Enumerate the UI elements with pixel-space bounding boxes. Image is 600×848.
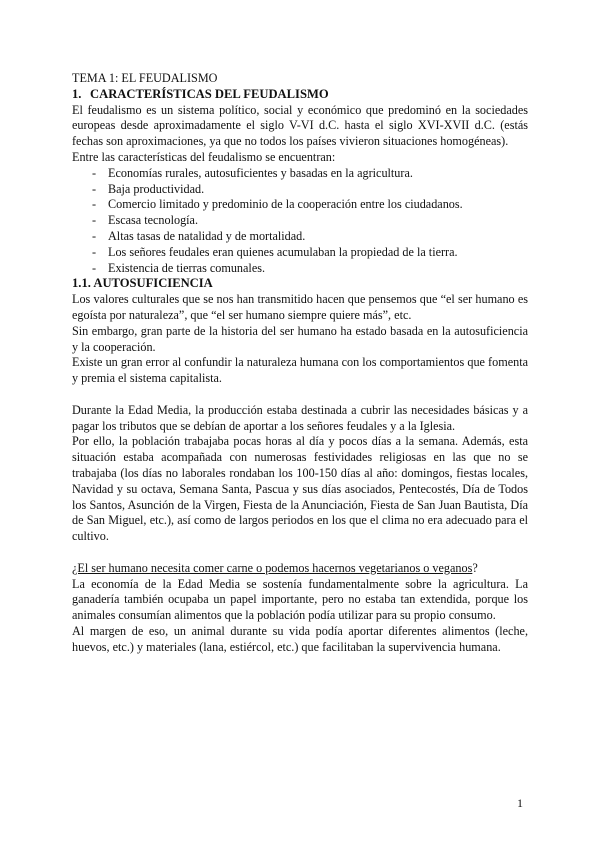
list-item bbox=[72, 229, 528, 245]
section-number: 1. bbox=[72, 86, 82, 101]
list-item-text: Existencia de tierras comunales. bbox=[108, 260, 266, 275]
characteristics-list bbox=[72, 166, 528, 277]
paragraph: Sin embargo, gran parte de la historia del ser humano ha estado basada en la autosuficiencia y la cooperación. bbox=[72, 323, 528, 354]
bullet-dash: - bbox=[92, 165, 97, 180]
list-item bbox=[72, 166, 528, 182]
paragraph: Por ello, la población trabajaba pocas horas al día y pocos días a la semana. Además, esta situación estaba acompañada con numerosas festividades religiosas en las que no se trabajaba (los días no laborales rondaban los 100-150 días al año: domingos, fiestas locales, Navidad y su octava, Semana Santa, Pascua y sus días asociados, Pentecostés, Día de Todos los Santos, Asunción de la Virgen, Fiesta de la Anunciación, Fiesta de San Juan Bautista, Día de San Miguel, etc.), así como de largos periodos en los que el clima no era adecuado para el cultivo. bbox=[72, 434, 528, 544]
list-item bbox=[72, 197, 528, 213]
list-item-text: Baja productividad. bbox=[108, 181, 205, 196]
bullet-dash: - bbox=[92, 181, 97, 196]
paragraph: La economía de la Edad Media se sostenía fundamentalmente sobre la agricultura. La ganadería también ocupaba un papel importante, pero no estaba tan extendida, porque los animales consumían alimentos que la población podía utilizar para su propio consumo. bbox=[72, 576, 528, 623]
document-page bbox=[72, 71, 528, 655]
list-item-text: Altas tasas de natalidad y de mortalidad. bbox=[108, 228, 306, 243]
paragraph: Entre las características del feudalismo se encuentran: bbox=[72, 149, 336, 164]
bullet-dash: - bbox=[92, 228, 97, 243]
subsection-heading: 1.1. AUTOSUFICIENCIA bbox=[72, 276, 213, 291]
blank-line bbox=[72, 387, 528, 403]
list-item-text: Comercio limitado y predominio de la cooperación entre los ciudadanos. bbox=[108, 197, 463, 212]
bullet-dash: - bbox=[92, 244, 97, 259]
list-item bbox=[72, 245, 528, 261]
list-item-text: Escasa tecnología. bbox=[108, 213, 199, 228]
bullet-dash: - bbox=[92, 260, 97, 275]
question-mark: ? bbox=[472, 560, 478, 575]
document-title: TEMA 1: EL FEUDALISMO bbox=[72, 71, 218, 85]
bullet-dash: - bbox=[92, 197, 97, 212]
list-item-text: Economías rurales, autosuficientes y basadas en la agricultura. bbox=[108, 165, 413, 180]
section-heading bbox=[72, 87, 528, 103]
underlined-question: ¿El ser humano necesita comer carne o podemos hacernos vegetarianos o veganos bbox=[72, 560, 473, 575]
paragraph: Al margen de eso, un animal durante su vida podía aportar diferentes alimentos (leche, huevos, etc.) y materiales (lana, estiércol, etc.) que facilitaban la supervivencia humana. bbox=[72, 623, 528, 654]
paragraph: Los valores culturales que se nos han transmitido hacen que pensemos que “el ser humano es egoísta por naturaleza”, que “el ser humano siempre quiere más”, etc. bbox=[72, 292, 528, 322]
blank-line bbox=[72, 545, 528, 561]
list-item bbox=[72, 182, 528, 198]
list-item bbox=[72, 213, 528, 229]
paragraph: El feudalismo es un sistema político, social y económico que predominó en la sociedades europeas desde aproximadamente el siglo V-VI d.C. hasta el siglo XVI-XVII d.C. (estás fechas son aproximaciones, ya que no todos los países vivieron situaciones homogéneas). bbox=[72, 102, 528, 149]
bullet-dash: - bbox=[92, 213, 97, 228]
section-heading-text: CARACTERÍSTICAS DEL FEUDALISMO bbox=[90, 86, 329, 101]
paragraph: Existe un gran error al confundir la naturaleza humana con los comportamientos que fomenta y premia el sistema capitalista. bbox=[72, 355, 528, 386]
paragraph: Durante la Edad Media, la producción estaba destinada a cubrir las necesidades básicas y a pagar los tributos que se debían de aportar a los señores feudales y a la Iglesia. bbox=[72, 402, 528, 433]
list-item bbox=[72, 261, 528, 277]
list-item-text: Los señores feudales eran quienes acumulaban la propiedad de la tierra. bbox=[108, 244, 458, 259]
page-number: 1 bbox=[517, 796, 523, 810]
question-line bbox=[72, 561, 528, 577]
